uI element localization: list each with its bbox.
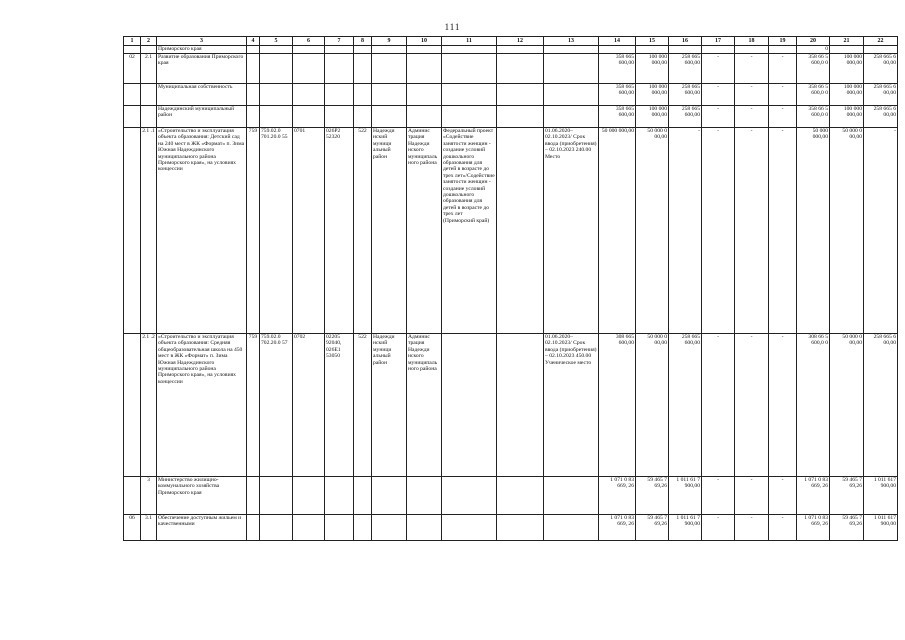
table-cell: - [769, 477, 797, 515]
table-cell: 1 071 0 83 669, 26 [797, 477, 830, 515]
table-cell [830, 46, 864, 54]
table-cell [407, 515, 442, 541]
table-cell: - [769, 515, 797, 541]
table-cell [544, 84, 599, 106]
table-cell: Надежди нский муници альный район [372, 128, 407, 334]
table-cell [247, 46, 260, 54]
table-cell [293, 84, 325, 106]
table-cell: 100 000 000,00 [830, 54, 864, 84]
table-cell: 2.1 .2 [141, 334, 157, 477]
header-cell: 13 [544, 37, 599, 46]
table-cell: 1 071 0 83 669, 26 [599, 515, 636, 541]
table-cell: Федеральный проект «Содействие занятости женщин - создание условий дошкольного образования для детей в возрасте до трех лет»/Содействие занятости женщин - создание условий дошкольного образования для детей в возрасте до трех лет (Приморский край) [442, 128, 497, 334]
table-cell [325, 46, 354, 54]
table-cell [407, 46, 442, 54]
header-cell: 10 [407, 37, 442, 46]
table-cell: 50 000 0 00,00 [636, 334, 669, 477]
table-row [124, 128, 898, 334]
table-cell [325, 515, 354, 541]
table-cell: Приморского края [157, 46, 247, 54]
table-cell: 2.1 .1 [141, 128, 157, 334]
header-cell: 16 [669, 37, 702, 46]
table-cell: 50 000 0 00,00 [830, 128, 864, 334]
table-cell [260, 106, 293, 128]
table-cell [497, 515, 544, 541]
table-cell [141, 84, 157, 106]
table-row [124, 477, 898, 515]
table-cell [141, 106, 157, 128]
table-cell: - [735, 54, 769, 84]
header-cell: 8 [354, 37, 372, 46]
table-cell: - [769, 54, 797, 84]
table-cell [599, 46, 636, 54]
table-cell: 522 [354, 128, 372, 334]
table-cell: 0701 [293, 128, 325, 334]
table-cell: - [769, 84, 797, 106]
table-cell: 3 [141, 477, 157, 515]
table-cell [497, 477, 544, 515]
header-cell: 3 [157, 37, 247, 46]
table-cell [124, 84, 141, 106]
table-cell: Админис трация Надежди нского муниципального района [407, 334, 442, 477]
table-cell: 258 665 6 00,00 [864, 334, 898, 477]
table-cell: Надеждинский муниципальный район [157, 106, 247, 128]
table-cell [702, 46, 735, 54]
header-cell: 21 [830, 37, 864, 46]
table-cell: 1 071 0 83 669, 26 [599, 477, 636, 515]
table-cell: 59 465 7 69,26 [830, 477, 864, 515]
table-cell: - [735, 477, 769, 515]
table-cell: 759.02.0 702.20.0 57 [260, 334, 293, 477]
table-row [124, 515, 898, 541]
table-cell: 1 071 0 83 669, 26 [797, 515, 830, 541]
table-row [124, 106, 898, 128]
header-cell: 17 [702, 37, 735, 46]
table-cell: 759 [247, 128, 260, 334]
table-cell [769, 46, 797, 54]
table-cell [293, 515, 325, 541]
table-cell: - [702, 515, 735, 541]
table-cell [372, 54, 407, 84]
table-cell [442, 46, 497, 54]
table-cell [372, 515, 407, 541]
table-cell [293, 54, 325, 84]
table-cell: 100 000 000,00 [830, 106, 864, 128]
header-cell: 22 [864, 37, 898, 46]
table-cell: 308 665 600,00 [599, 334, 636, 477]
table-cell: 1 011 61 7 900,00 [669, 477, 702, 515]
table-cell: Министерство жилищно-коммунального хозяйства Приморского края [157, 477, 247, 515]
header-cell: 14 [599, 37, 636, 46]
table-cell [124, 477, 141, 515]
table-cell: Муниципальная собственность [157, 84, 247, 106]
table-cell [124, 46, 141, 54]
table-cell: - [769, 128, 797, 334]
table-cell: - [669, 128, 702, 334]
table-cell: 759 [247, 334, 260, 477]
table-cell: 759.02.0 701.20.0 55 [260, 128, 293, 334]
table-cell [247, 84, 260, 106]
table-cell [442, 84, 497, 106]
table-cell [407, 106, 442, 128]
table-cell [325, 84, 354, 106]
table-cell [124, 128, 141, 334]
table-cell [354, 46, 372, 54]
table-cell: 1 011 61 7 900,00 [669, 515, 702, 541]
header-cell: 4 [247, 37, 260, 46]
table-cell: «Строительство и эксплуатация объекта образования: Детский сад на 240 мест в ЖК «Формат» п. Зима Южная Надеждинского муниципального района Приморского края», на условиях концессии [157, 128, 247, 334]
table-cell: - [769, 106, 797, 128]
table-cell [497, 128, 544, 334]
header-cell: 20 [797, 37, 830, 46]
table-cell: 258 665 600,00 [669, 334, 702, 477]
table-cell: - [702, 334, 735, 477]
table-cell: - [735, 84, 769, 106]
table-cell [260, 84, 293, 106]
table-cell: 06 [124, 515, 141, 541]
table-cell [497, 84, 544, 106]
header-cell: 6 [293, 37, 325, 46]
table-row [124, 46, 898, 54]
table-cell [442, 106, 497, 128]
table-cell: 1 011 617 900,00 [864, 477, 898, 515]
table-cell: - [735, 106, 769, 128]
table-cell: - [702, 84, 735, 106]
table-cell: 358 66 5 600,0 0 [797, 54, 830, 84]
table-cell [407, 84, 442, 106]
table-cell [497, 54, 544, 84]
table-cell: 59 465 7 69,26 [636, 515, 669, 541]
table-cell: - [702, 54, 735, 84]
table-cell [247, 477, 260, 515]
table-cell: 258 665 6 00,00 [864, 106, 898, 128]
table-cell: 0702 [293, 334, 325, 477]
table-cell: - [769, 334, 797, 477]
table-cell [497, 106, 544, 128]
table-cell: - [735, 128, 769, 334]
table-cell [497, 334, 544, 477]
table-cell [372, 84, 407, 106]
header-cell: 12 [497, 37, 544, 46]
table-cell: 358 665 600,00 [599, 84, 636, 106]
table-row [124, 334, 898, 477]
table-cell [442, 477, 497, 515]
table-cell [293, 46, 325, 54]
table-cell [372, 106, 407, 128]
table-cell: 258 665 6 00,00 [864, 84, 898, 106]
table-cell [407, 477, 442, 515]
table-row [124, 54, 898, 84]
table-cell [260, 477, 293, 515]
table-cell [354, 515, 372, 541]
table-cell [354, 54, 372, 84]
budget-table [123, 36, 898, 541]
table-cell [735, 46, 769, 54]
table-cell [124, 334, 141, 477]
table-cell: 308 66 5 600,0 0 [797, 334, 830, 477]
table-cell [442, 515, 497, 541]
table-cell: 01.06.2020– 02.10.2023/ Срок ввода (приобретения) – 02.10.2023 450.00 Ученическое место [544, 334, 599, 477]
table-cell [124, 106, 141, 128]
header-cell: 7 [325, 37, 354, 46]
table-cell: 50 000 0 00,00 [636, 128, 669, 334]
table-cell [372, 46, 407, 54]
header-cell: 2 [141, 37, 157, 46]
table-cell: - [864, 128, 898, 334]
table-cell: 50 000 000,00 [599, 128, 636, 334]
table-cell [325, 54, 354, 84]
table-cell: Надежди нский муници альный район [372, 334, 407, 477]
table-cell: 100 000 000,00 [636, 106, 669, 128]
table-cell [442, 334, 497, 477]
table-cell [247, 515, 260, 541]
table-cell [372, 477, 407, 515]
table-cell [407, 54, 442, 84]
table-cell: - [735, 334, 769, 477]
header-cell: 19 [769, 37, 797, 46]
header-cell: 9 [372, 37, 407, 46]
table-cell: - [735, 515, 769, 541]
table-cell [544, 54, 599, 84]
table-cell: 258 665 600,00 [669, 84, 702, 106]
table-cell: 258 665 600,00 [669, 54, 702, 84]
table-cell: 02205 92040, 026E1 53050 [325, 334, 354, 477]
header-cell: 15 [636, 37, 669, 46]
header-cell: 1 [124, 37, 141, 46]
table-cell: 100 000 000,00 [830, 84, 864, 106]
table-cell: 522 [354, 334, 372, 477]
table-cell [141, 46, 157, 54]
table-cell: 358 665 600,00 [599, 54, 636, 84]
table-cell [260, 46, 293, 54]
table-cell [636, 46, 669, 54]
table-cell: - [702, 477, 735, 515]
table-cell: 01.06.2020– 02.10.2023/ Срок ввода (приобретения) – 02.10.2023 240.00 Место [544, 128, 599, 334]
table-cell [544, 46, 599, 54]
header-cell: 18 [735, 37, 769, 46]
table-cell [260, 54, 293, 84]
table-cell [864, 46, 898, 54]
page-number: 111 [444, 22, 461, 32]
table-cell [354, 477, 372, 515]
table-cell [354, 84, 372, 106]
table-cell [293, 106, 325, 128]
table-cell: «Строительство и эксплуатация объекта образования: Средняя общеобразовательная школа на 450 мест в ЖК «Формат» п. Зима Южная Надеждинского муниципального района Приморского края», на условиях концессии [157, 334, 247, 477]
table-cell [669, 46, 702, 54]
table-cell: 02 [124, 54, 141, 84]
header-cell: 11 [442, 37, 497, 46]
table-cell: 358 66 5 600,0 0 [797, 84, 830, 106]
table-cell [325, 106, 354, 128]
table-cell [247, 106, 260, 128]
header-cell: 5 [260, 37, 293, 46]
table-cell: - [702, 128, 735, 334]
table-cell: 0 [797, 46, 830, 54]
table-cell: 3.1 [141, 515, 157, 541]
table-cell: 258 665 6 00,00 [864, 54, 898, 84]
table-cell: 1 011 617 900,00 [864, 515, 898, 541]
table-cell: 59 465 7 69,26 [830, 515, 864, 541]
table-cell: Обеспечение доступным жильем и качественными [157, 515, 247, 541]
header-row [124, 37, 898, 46]
table-cell [442, 54, 497, 84]
table-cell [544, 106, 599, 128]
table-cell [293, 477, 325, 515]
table-cell: 258 665 600,00 [669, 106, 702, 128]
table-cell: Развитие образования Приморского края [157, 54, 247, 84]
table-cell [544, 515, 599, 541]
table-cell: - [702, 106, 735, 128]
table-cell: 358 665 600,00 [599, 106, 636, 128]
table-cell: 100 000 000,00 [636, 54, 669, 84]
table-cell [260, 515, 293, 541]
table-cell [354, 106, 372, 128]
table-row [124, 84, 898, 106]
table-cell: 100 000 000,00 [636, 84, 669, 106]
table-cell [497, 46, 544, 54]
table-cell [325, 477, 354, 515]
table-cell: 026P2 52320 [325, 128, 354, 334]
table-cell: 59 465 7 69,26 [636, 477, 669, 515]
table-cell: 2.1 [141, 54, 157, 84]
table-cell: Админис трация Надежди нского муниципального района [407, 128, 442, 334]
table-cell [247, 54, 260, 84]
table-cell: 50 000 000,00 [797, 128, 830, 334]
table-cell [544, 477, 599, 515]
table-cell: 358 66 5 600,0 0 [797, 106, 830, 128]
table-cell: 50 000 0 00,00 [830, 334, 864, 477]
